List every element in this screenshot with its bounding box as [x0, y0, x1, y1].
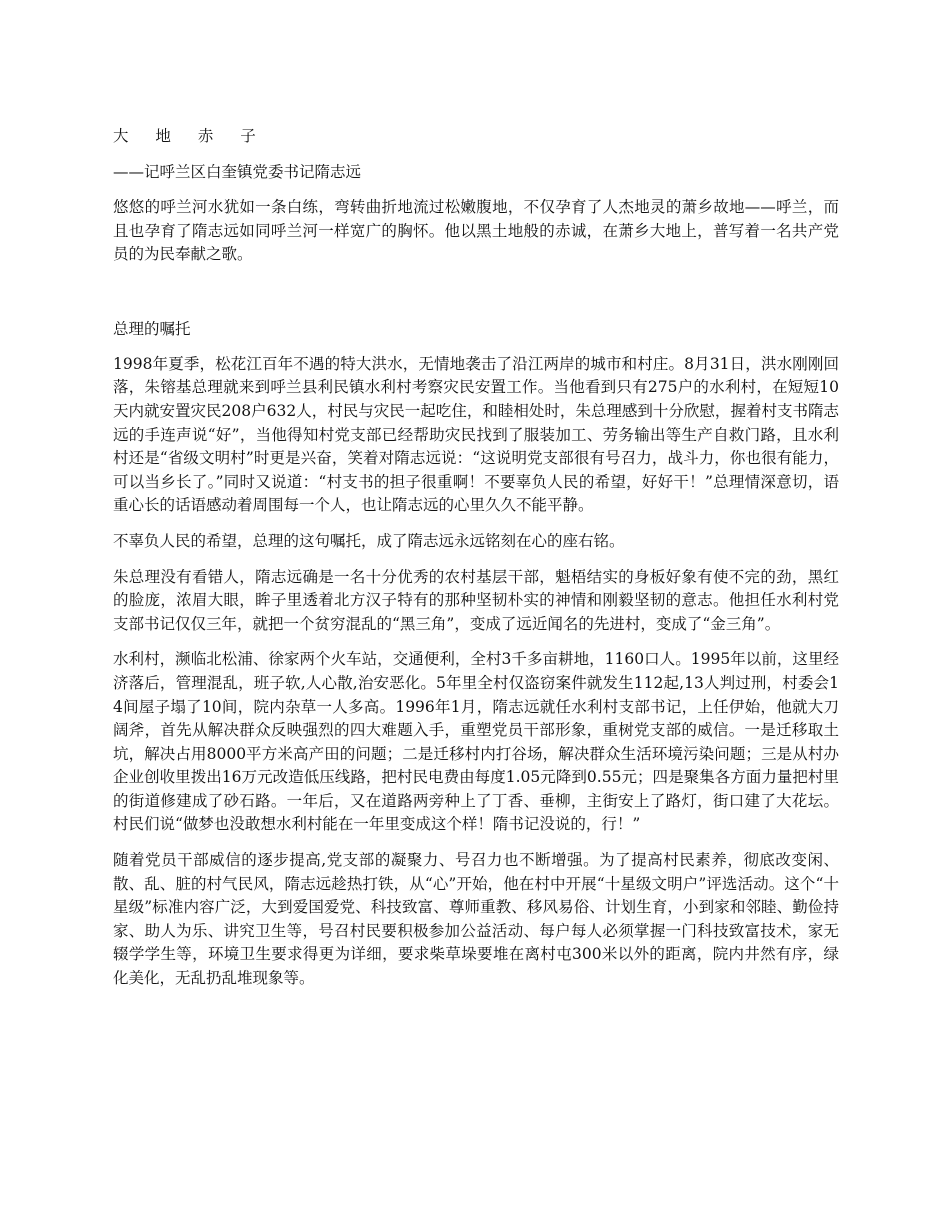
- document-page: [113, 124, 839, 1003]
- intro-paragraph: 悠悠的呼兰河水犹如一条白练，弯转曲折地流过松嫩腹地，不仅孕育了人杰地灵的萧乡故地——呼兰，而且也孕育了隋志远如同呼兰河一样宽广的胸怀。他以黑土地般的赤诚，在萧乡大地上，普写着一名共产党员的为民奉献之歌。: [113, 198, 839, 264]
- article-title: 大 地 赤 子: [113, 127, 267, 145]
- section-heading: 总理的嘱托: [113, 319, 191, 338]
- body-paragraph-5: 随着党员干部威信的逐步提高,党支部的凝聚力、号召力也不断增强。为了提高村民素养，彻底改变闲、散、乱、脏的村气民风，隋志远趁热打铁，从“心”开始，他在村中开展“十星级文明户”评选活动。这个“十星级”标准内容广泛，大到爱国爱党、科技致富、尊师重教、移风易俗、计划生育，小到家和邻睦、勤俭持家、助人为乐、讲究卫生等，号召村民要积极参加公益活动、每户每人必须掌握一门科技致富技术，家无辍学学生等，环境卫生要求得更为详细，要求柴草垛要堆在离村屯300米以外的距离，院内井然有序，绿化美化，无乱扔乱堆现象等。: [113, 851, 839, 988]
- body-paragraph-2: 不辜负人民的希望，总理的这句嘱托，成了隋志远永远铭刻在心的座右铭。: [113, 531, 625, 550]
- body-paragraph-1: 1998年夏季，松花江百年不遇的特大洪水，无情地袭击了沿江两岸的城市和村庄。8月31日，洪水刚刚回落，朱镕基总理就来到呼兰县利民镇水利村考察灾民安置工作。当他看到只有275户的水利村，在短短10天内就安置灾民208户632人，村民与灾民一起吃住，和睦相处时，朱总理感到十分欣慰，握着村支书隋志远的手连声说“好”，当他得知村党支部已经帮助灾民找到了服装加工、劳务输出等生产自救门路，且水利村还是“省级文明村”时更是兴奋，笑着对隋志远说：“这说明党支部很有号召力，战斗力，你也很有能力，可以当乡长了。”同时又说道：“村支书的担子很重啊！不要辜负人民的希望，好好干！”总理情深意切，语重心长的话语感动着周围每一个人，也让隋志远的心里久久不能平静。: [113, 354, 839, 515]
- body-paragraph-4: 水利村，濒临北松浦、徐家两个火车站，交通便利，全村3千多亩耕地，1160口人。1995年以前，这里经济落后，管理混乱，班子软,人心散,治安恶化。5年里全村仅盗窃案件就发生112起,13人判过刑，村委会14间屋子塌了10间，院内杂草一人多高。1996年1月，隋志远就任水利村支部书记，上任伊始，他就大刀阔斧，首先从解决群众反映强烈的四大难题入手，重塑党员干部形象，重树党支部的威信。一是迁移取土坑，解决占用8000平方米高产田的问题；二是迁移村内打谷场，解决群众生活环境污染问题；三是从村办企业创收里拨出16万元改造低压线路，把村民电费由每度1.05元降到0.55元；四是聚集各方面力量把村里的街道修建成了砂石路。一年后，又在道路两旁种上了丁香、垂柳，主街安上了路灯，街口建了大花坛。村民们说“做梦也没敢想水利村能在一年里变成这个样！隋书记没说的，行！”: [113, 650, 839, 834]
- article-subtitle: ——记呼兰区白奎镇党委书记隋志远: [113, 163, 362, 181]
- body-paragraph-3: 朱总理没有看错人，隋志远确是一名十分优秀的农村基层干部，魁梧结实的身板好象有使不完的劲，黑红的脸庞，浓眉大眼，眸子里透着北方汉子特有的那种坚韧朴实的神情和刚毅坚韧的意志。他担任水利村党支部书记仅仅三年，就把一个贫穷混乱的“黑三角”，变成了远近闻名的先进村，变成了“金三角”。: [113, 567, 839, 633]
